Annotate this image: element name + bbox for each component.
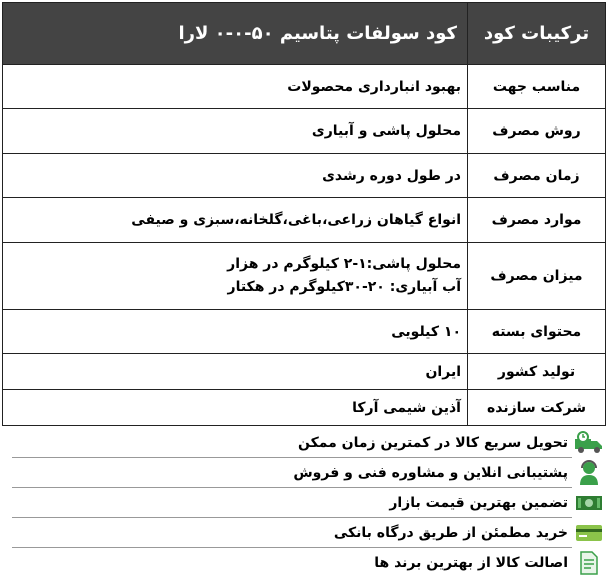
document-icon [572,549,606,577]
spec-row-country [3,354,606,390]
feature-text: اصالت کالا از بهترین برند ها [374,555,568,571]
feature-text: پشتیبانی انلاین و مشاوره فنی و فروش [293,465,568,481]
spec-row-package [3,310,606,354]
feature-text: تضمین بهترین قیمت بازار [389,495,568,511]
delivery-truck-icon [572,429,606,457]
row-label: موارد مصرف [468,198,606,243]
row-value: در طول دوره رشدی [3,154,468,198]
spec-table-header [3,3,606,65]
credit-card-icon [572,519,606,547]
spec-row-manufacturer [3,390,606,426]
feature-authenticity [6,548,606,578]
row-label: مناسب جهت [468,65,606,109]
row-label: زمان مصرف [468,154,606,198]
row-label: محتوای بسته [468,310,606,354]
spec-row-dosage [3,243,606,310]
feature-online-support [6,458,606,488]
spec-table [2,2,606,426]
row-value: محلول پاشی و آبیاری [3,109,468,154]
dosage-line-2: آب آبیاری: ۲۰-۳۰کیلوگرم در هکتار [227,279,461,295]
row-label: میزان مصرف [468,243,606,310]
row-label: تولید کشور [468,354,606,390]
row-value: ایران [3,354,468,390]
feature-text: تحویل سریع کالا در کمترین زمان ممکن [297,435,568,451]
row-value: بهبود انبارداری محصولات [3,65,468,109]
row-label: روش مصرف [468,109,606,154]
row-value: ۱۰ کیلویی [3,310,468,354]
feature-secure-payment [6,518,606,548]
spec-row-usage-time [3,154,606,198]
row-value: آذین شیمی آرکا [3,390,468,426]
support-agent-icon [572,459,606,487]
feature-text: خرید مطمئن از طریق درگاه بانکی [333,525,568,541]
spec-row-suitable-for [3,65,606,109]
dosage-line-1: محلول پاشی:۱-۲ کیلوگرم در هزار [227,256,461,272]
spec-row-applications [3,198,606,243]
feature-fast-delivery [6,428,606,458]
features-list [6,428,606,578]
row-value [3,243,468,310]
feature-best-price [6,488,606,518]
header-label: ترکیبات کود [468,3,606,65]
spec-row-usage-method [3,109,606,154]
cash-icon [572,489,606,517]
header-product-title: کود سولفات پتاسیم ۵۰-۰-۰ لارا [3,3,468,65]
row-value: انواع گیاهان زراعی،باغی،گلخانه،سبزی و صیفی [3,198,468,243]
row-label: شرکت سازنده [468,390,606,426]
